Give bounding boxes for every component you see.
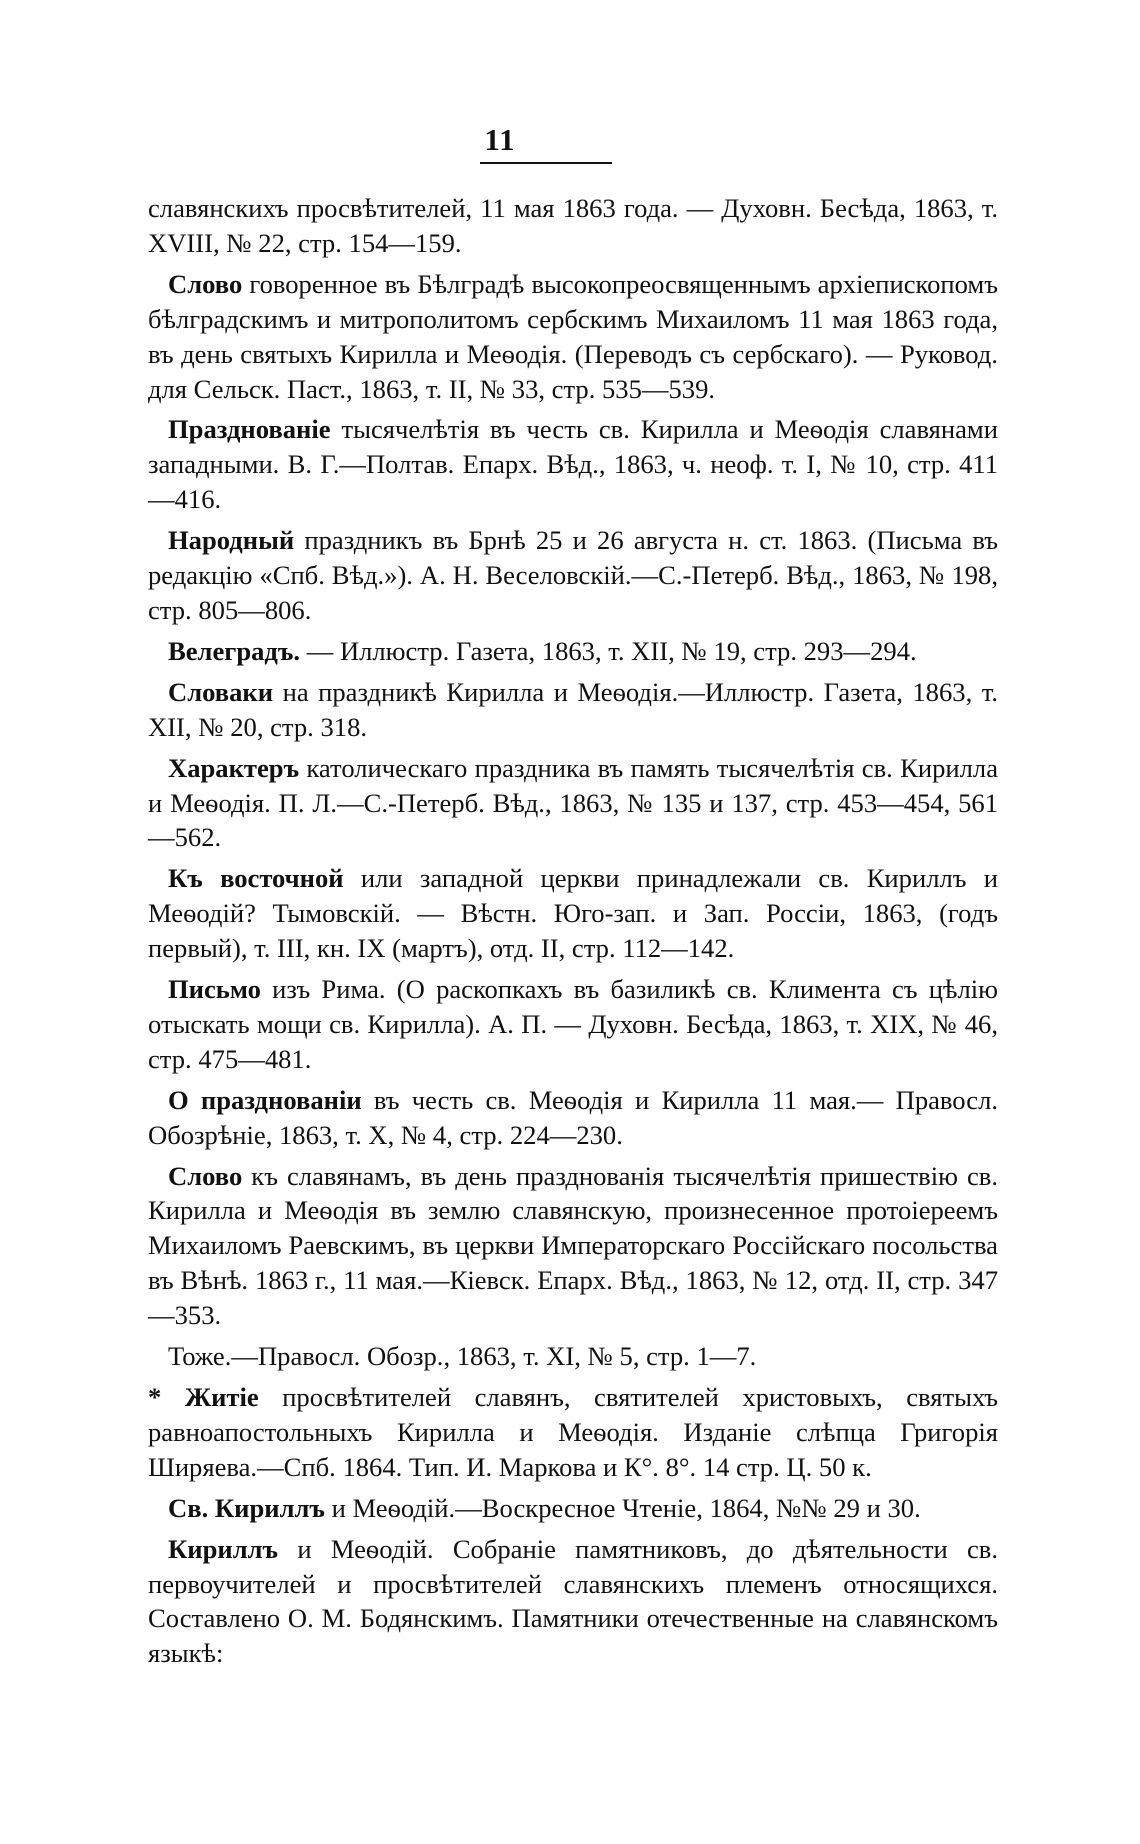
entry [148, 1159, 998, 1334]
entry [148, 675, 998, 745]
entry-lead: Къ восточной [168, 863, 344, 894]
entry-text: праздникъ въ Брнѣ 25 и 26 августа н. ст. 1863. (Письма въ редакцію «Спб. Вѣд.»). А. Н. Веселовскій.—С.-Петерб. Вѣд., 1863, № 198, стр. 805—806. [148, 525, 998, 625]
entry-text: къ славянамъ, въ день празднованія тысячелѣтія пришествію св. Кирилла и Меѳодія въ землю славянскую, произнесенное протоіереемъ Михаиломъ Раевскимъ, въ церкви Императорскаго Россійскаго посольства въ Вѣнѣ. 1863 г., 11 мая.—Кіевск. Епарх. Вѣд., 1863, № 12, отд. II, стр. 347—353. [148, 1160, 998, 1331]
entry-lead: Велеградъ. [168, 635, 301, 666]
entry-lead: Св. Кириллъ [168, 1492, 325, 1523]
entry [148, 1491, 998, 1526]
entry-lead: Кириллъ [168, 1533, 279, 1564]
entry [148, 1339, 998, 1374]
page-number-rule [480, 162, 612, 164]
entry-lead: Словаки [168, 676, 274, 707]
entry-lead: Слово [168, 268, 243, 299]
entry [148, 1083, 998, 1153]
entry-lead: Житіе [184, 1382, 259, 1412]
entry-text: на праздникѣ Кирилла и Меѳодія.—Иллюстр. Газета, 1863, т. XII, № 20, стр. 318. [148, 676, 998, 742]
entry-lead: Народный [168, 525, 295, 556]
entry-text: въ честь св. Меѳодія и Кирилла 11 мая.— Правосл. Обозрѣніе, 1863, т. X, № 4, стр. 224—230. [148, 1084, 998, 1150]
entry-text: и Меѳодій.—Воскресное Чтеніе, 1864, №№ 29 и 30. [324, 1492, 921, 1523]
entry-lead: Празднованіе [168, 414, 331, 445]
entry [148, 861, 998, 966]
entry-lead: Характеръ [168, 752, 300, 783]
entry-text: — Иллюстр. Газета, 1863, т. XII, № 19, стр. 293—294. [300, 635, 917, 666]
entry-lead: О празднованіи [168, 1084, 362, 1115]
entry-text: и Меѳодій. Собраніе памятниковъ, до дѣятельности св. первоучителей и просвѣтителей славянскихъ племенъ относящихся. Составлено О. М. Бодянскимъ. Памятники отечественные на славянскомъ языкѣ: [148, 1533, 998, 1669]
entry [148, 751, 998, 856]
entry-continuation [148, 191, 998, 261]
entry-text: тысячелѣтія въ честь св. Кирилла и Меѳодія славянами западными. В. Г.—Полтав. Епарх. Вѣд., 1863, ч. неоф. т. I, № 10, стр. 411—416. [148, 414, 998, 515]
entry [148, 634, 998, 669]
entry-text: просвѣтителей славянъ, святителей христовыхъ, святыхъ равноапостольныхъ Кирилла и Меѳодія. Изданіе слѣпца Григорія Ширяева.—Спб. 1864. Тип. И. Маркова и К°. 8°. 14 стр. Ц. 50 к. [148, 1382, 998, 1482]
entry-text: говоренное въ Бѣлградѣ высокопреосвященнымъ архіепископомъ бѣлградскимъ и митрополитомъ сербскимъ Михаиломъ 11 мая 1863 года, въ день святыхъ Кирилла и Меѳодія. (Переводъ съ сербскаго). — Руковод. для Сельск. Паст., 1863, т. II, № 33, стр. 535—539. [148, 268, 998, 404]
entry-text: или западной церкви принадлежали св. Кириллъ и Меѳодій? Тымовскій. — Вѣстн. Юго-зап. и Зап. Россіи, 1863, (годъ первый), т. III, кн. IX (мартъ), отд. II, стр. 112—142. [148, 863, 999, 964]
entry-text: славянскихъ просвѣтителей, 11 мая 1863 года. — Духовн. Бесѣда, 1863, т. XVIII, № 22, стр. 154—159. [148, 193, 998, 258]
bibliography-text [148, 191, 998, 1677]
entry-lead: Письмо [168, 974, 261, 1005]
entry-starred [148, 1380, 998, 1485]
entry-text: изъ Рима. (О раскопкахъ въ базиликѣ св. Климента съ цѣлію отыскать мощи св. Кирилла). А. П. — Духовн. Бесѣда, 1863, т. XIX, № 46, стр. 475—481. [148, 974, 998, 1074]
asterisk-marker: * [148, 1382, 162, 1412]
entry [148, 412, 998, 517]
entry-text: католическаго праздника въ память тысячелѣтія св. Кирилла и Меѳодія. П. Л.—С.-Петерб. Вѣд., 1863, № 135 и 137, стр. 453—454, 561—562. [148, 752, 998, 853]
entry-lead: Слово [168, 1160, 243, 1191]
page-number: 11 [484, 122, 516, 157]
entry [148, 267, 998, 407]
entry [148, 972, 998, 1077]
entry [148, 1532, 998, 1672]
entry-text: Тоже.—Правосл. Обозр., 1863, т. XI, № 5, стр. 1—7. [168, 1341, 757, 1372]
entry [148, 523, 998, 628]
